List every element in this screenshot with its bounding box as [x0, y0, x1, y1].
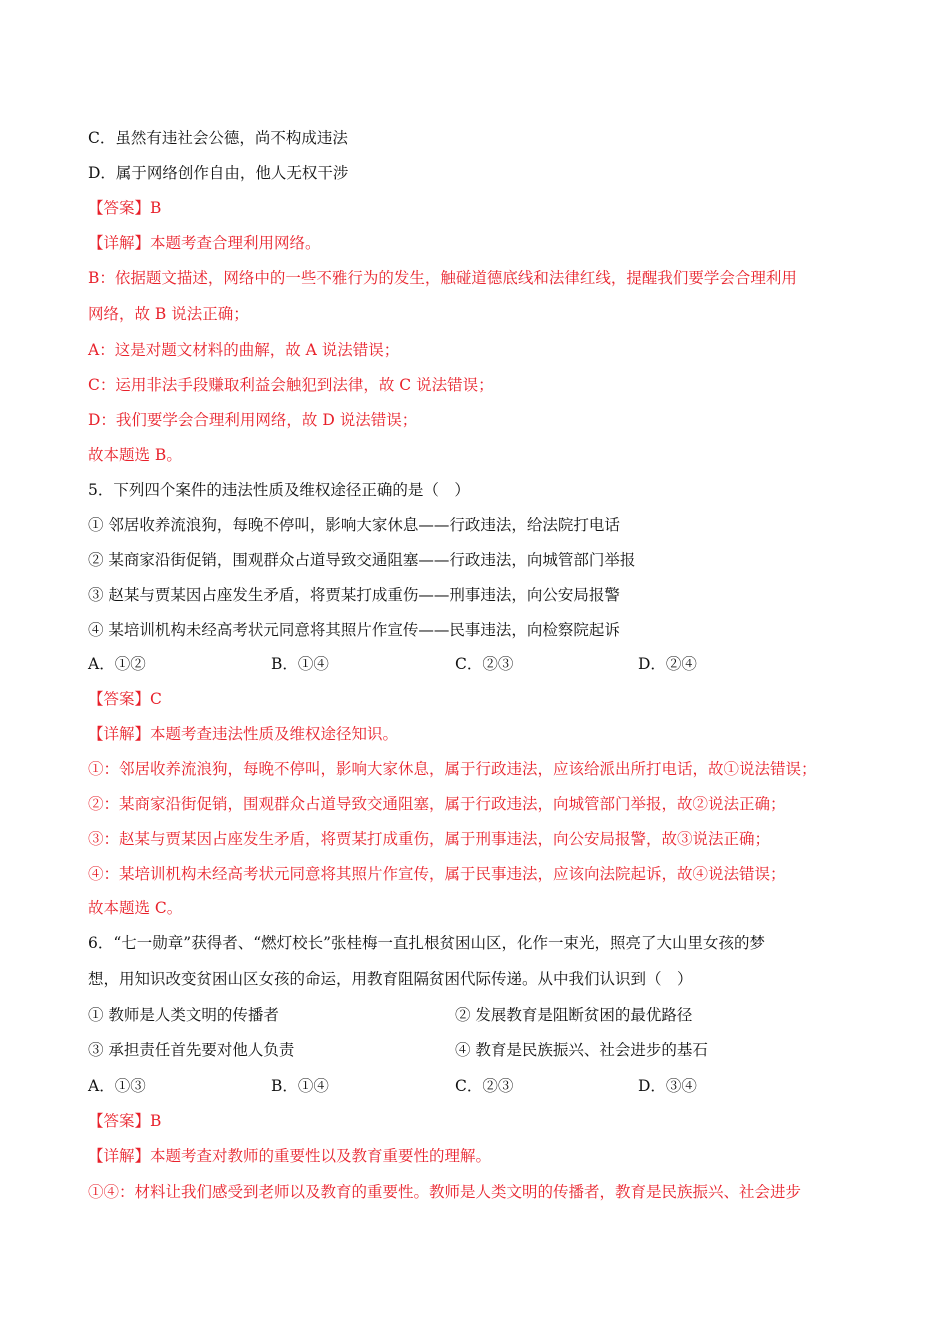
q5-item: ① 邻居收养流浪狗，每晚不停叫，影响大家休息——行政违法，给法院打电话	[88, 516, 620, 534]
q6-stem: 想，用知识改变贫困山区女孩的命运，用教育阻隔贫困代际传递。从中我们认识到（ ）	[88, 970, 693, 988]
q6-analysis-line: ①④：材料让我们感受到老师以及教育的重要性。教师是人类文明的传播者，教育是民族振兴、社会进步	[88, 1183, 802, 1201]
q4-analysis-line: 故本题选 B。	[88, 446, 182, 464]
q4-answer: 【答案】B	[88, 199, 162, 217]
q6-option-a: A．①③	[88, 1077, 146, 1095]
q6-answer: 【答案】B	[88, 1112, 162, 1130]
q6-option-d: D．③④	[638, 1077, 697, 1095]
q5-option-b: B．①④	[271, 655, 329, 673]
q5-analysis-line: ②：某商家沿街促销，围观群众占道导致交通阻塞，属于行政违法，向城管部门举报，故②说法正确；	[88, 795, 786, 813]
q5-analysis-line: ③：赵某与贾某因占座发生矛盾，将贾某打成重伤，属于刑事违法，向公安局报警，故③说法正确；	[88, 830, 771, 848]
q4-analysis-title: 【详解】本题考查合理利用网络。	[88, 234, 321, 252]
q4-analysis-line: 网络，故 B 说法正确；	[88, 305, 249, 323]
q6-analysis-title: 【详解】本题考查对教师的重要性以及教育重要性的理解。	[88, 1147, 492, 1165]
q5-analysis-line: ④：某培训机构未经高考状元同意将其照片作宣传，属于民事违法，应该向法院起诉，故④说法错误；	[88, 865, 786, 883]
q6-item: ① 教师是人类文明的传播者	[88, 1006, 279, 1024]
q6-option-b: B．①④	[271, 1077, 329, 1095]
q5-answer: 【答案】C	[88, 690, 162, 708]
q5-option-d: D．②④	[638, 655, 697, 673]
q4-option-c: C．虽然有违社会公德，尚不构成违法	[88, 129, 348, 147]
q4-analysis-line: D：我们要学会合理利用网络，故 D 说法错误；	[88, 411, 418, 429]
q6-item: ④ 教育是民族振兴、社会进步的基石	[455, 1041, 708, 1059]
q5-option-a: A．①②	[88, 655, 146, 673]
q4-option-d: D．属于网络创作自由，他人无权干涉	[88, 164, 349, 182]
q5-stem: 5．下列四个案件的违法性质及维权途径正确的是（ ）	[88, 481, 470, 499]
q5-option-c: C．②③	[455, 655, 514, 673]
q6-item: ③ 承担责任首先要对他人负责	[88, 1041, 295, 1059]
q6-option-c: C．②③	[455, 1077, 514, 1095]
q4-analysis-line: B：依据题文描述，网络中的一些不雅行为的发生，触碰道德底线和法律红线，提醒我们要学会合理利用	[88, 269, 797, 287]
q4-analysis-line: C：运用非法手段赚取利益会触犯到法律，故 C 说法错误；	[88, 376, 494, 394]
q5-analysis-line: 故本题选 C。	[88, 899, 183, 917]
q5-item: ② 某商家沿街促销，围观群众占道导致交通阻塞——行政违法，向城管部门举报	[88, 551, 636, 569]
q5-analysis-title: 【详解】本题考查违法性质及维权途径知识。	[88, 725, 399, 743]
q6-stem: 6．“七一勋章”获得者、“燃灯校长”张桂梅一直扎根贫困山区，化作一束光，照亮了大山里女孩的梦	[88, 934, 766, 952]
q6-item: ② 发展教育是阻断贫困的最优路径	[455, 1006, 693, 1024]
q5-item: ④ 某培训机构未经高考状元同意将其照片作宣传——民事违法，向检察院起诉	[88, 621, 620, 639]
q5-analysis-line: ①：邻居收养流浪狗，每晚不停叫，影响大家休息，属于行政违法，应该给派出所打电话，故①说法错误；	[88, 760, 817, 778]
q4-analysis-line: A：这是对题文材料的曲解，故 A 说法错误；	[88, 341, 400, 359]
q5-item: ③ 赵某与贾某因占座发生矛盾，将贾某打成重伤——刑事违法，向公安局报警	[88, 586, 620, 604]
